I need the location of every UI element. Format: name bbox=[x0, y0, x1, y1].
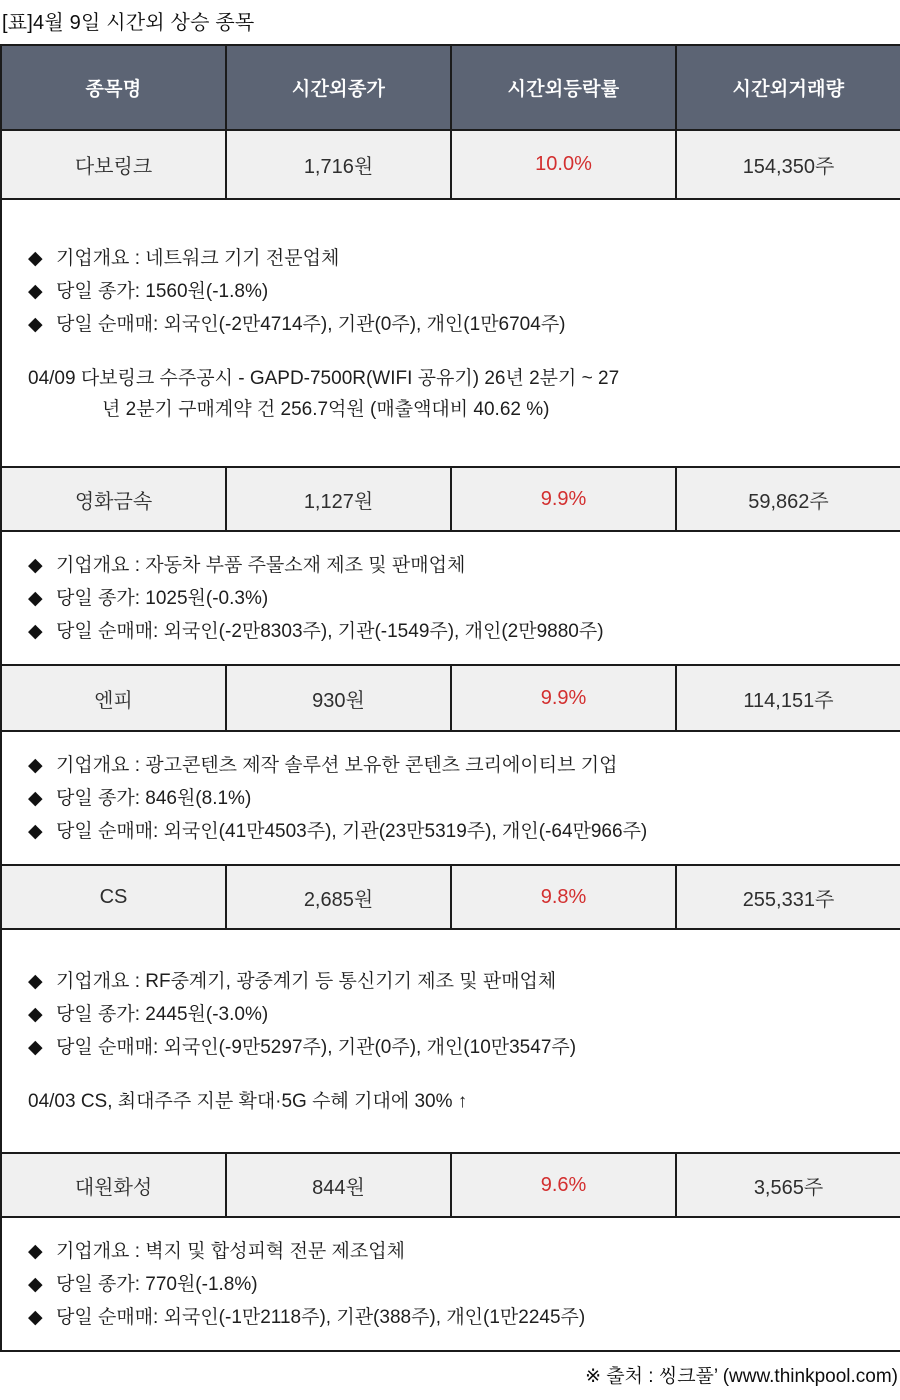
stock-price: 2,685원 bbox=[226, 865, 451, 929]
company-overview-line bbox=[28, 749, 886, 782]
stock-volume: 59,862주 bbox=[676, 467, 900, 531]
detail-text: 당일 순매매: 외국인(-2만8303주), 기관(-1549주), 개인(2만9880주) bbox=[56, 620, 604, 642]
detail-text: 당일 순매매: 외국인(-1만2118주), 기관(388주), 개인(1만2245주) bbox=[56, 1306, 586, 1328]
diamond-bullet-icon: ◆ bbox=[28, 1273, 43, 1295]
stock-detail-row bbox=[1, 731, 900, 865]
table-row bbox=[1, 1153, 900, 1217]
closing-price-line bbox=[28, 998, 886, 1031]
stock-name: 엔피 bbox=[1, 665, 226, 731]
net-trading-line bbox=[28, 1031, 886, 1064]
news-line: 04/09 다보링크 수주공시 - GAPD-7500R(WIFI 공유기) 26년 2분기 ~ 27 bbox=[28, 367, 620, 389]
diamond-bullet-icon: ◆ bbox=[28, 1240, 43, 1262]
column-header-stock-name: 종목명 bbox=[1, 45, 226, 130]
stock-price: 930원 bbox=[226, 665, 451, 731]
column-header-volume: 시간외거래량 bbox=[676, 45, 900, 130]
detail-text: 기업개요 : 광고콘텐츠 제작 솔루션 보유한 콘텐츠 크리에이티브 기업 bbox=[56, 754, 618, 776]
source-attribution: ※ 출처 : 씽크풀’ (www.thinkpool.com) bbox=[585, 1366, 898, 1387]
closing-price-line bbox=[28, 1268, 886, 1301]
stock-volume: 154,350주 bbox=[676, 130, 900, 199]
detail-text: 기업개요 : 벽지 및 합성피혁 전문 제조업체 bbox=[56, 1240, 405, 1262]
detail-text: 기업개요 : 자동차 부품 주물소재 제조 및 판매업체 bbox=[56, 554, 466, 576]
diamond-bullet-icon: ◆ bbox=[28, 1306, 43, 1328]
news-block bbox=[28, 1086, 886, 1117]
detail-text: 당일 종가: 2445원(-3.0%) bbox=[56, 1004, 269, 1025]
detail-text: 당일 순매매: 외국인(41만4503주), 기관(23만5319주), 개인(-64만966주) bbox=[56, 820, 648, 842]
net-trading-line bbox=[28, 308, 886, 341]
net-trading-line bbox=[28, 615, 886, 648]
diamond-bullet-icon: ◆ bbox=[28, 1037, 43, 1058]
table-row bbox=[1, 665, 900, 731]
stock-price: 1,716원 bbox=[226, 130, 451, 199]
table-header-row bbox=[1, 45, 900, 130]
stock-detail-row bbox=[1, 1217, 900, 1351]
diamond-bullet-icon: ◆ bbox=[28, 280, 43, 302]
stock-volume: 3,565주 bbox=[676, 1153, 900, 1217]
company-overview-line bbox=[28, 242, 886, 275]
table-row bbox=[1, 467, 900, 531]
stock-detail-cell bbox=[1, 929, 900, 1153]
diamond-bullet-icon: ◆ bbox=[28, 820, 43, 842]
stock-name: 대원화성 bbox=[1, 1153, 226, 1217]
diamond-bullet-icon: ◆ bbox=[28, 313, 43, 335]
detail-text: 기업개요 : 네트워크 기기 전문업체 bbox=[56, 247, 340, 269]
stock-detail-cell bbox=[1, 1217, 900, 1351]
stock-detail-cell bbox=[1, 199, 900, 467]
news-line: 년 2분기 구매계약 건 256.7억원 (매출액대비 40.62 %) bbox=[102, 398, 550, 420]
stock-change-rate: 9.6% bbox=[451, 1153, 676, 1217]
stock-price: 1,127원 bbox=[226, 467, 451, 531]
diamond-bullet-icon: ◆ bbox=[28, 787, 43, 809]
closing-price-line bbox=[28, 582, 886, 615]
diamond-bullet-icon: ◆ bbox=[28, 1004, 43, 1025]
stock-detail-cell bbox=[1, 731, 900, 865]
net-trading-line bbox=[28, 815, 886, 848]
table-row bbox=[1, 130, 900, 199]
stock-detail-row bbox=[1, 199, 900, 467]
detail-text: 당일 종가: 1560원(-1.8%) bbox=[56, 280, 269, 302]
closing-price-line bbox=[28, 782, 886, 815]
stock-name: 영화금속 bbox=[1, 467, 226, 531]
detail-text: 당일 종가: 770원(-1.8%) bbox=[56, 1273, 258, 1295]
stock-name: 다보링크 bbox=[1, 130, 226, 199]
stock-change-rate: 10.0% bbox=[451, 130, 676, 199]
diamond-bullet-icon: ◆ bbox=[28, 587, 43, 609]
net-trading-line bbox=[28, 1301, 886, 1334]
stock-detail-cell bbox=[1, 531, 900, 665]
company-overview-line bbox=[28, 965, 886, 998]
news-block bbox=[28, 363, 886, 425]
diamond-bullet-icon: ◆ bbox=[28, 754, 43, 776]
stock-price: 844원 bbox=[226, 1153, 451, 1217]
after-hours-stock-table bbox=[0, 44, 900, 1352]
stock-volume: 255,331주 bbox=[676, 865, 900, 929]
page-title: [표]4월 9일 시간외 상승 종목 bbox=[2, 12, 255, 34]
news-line: 04/03 CS, 최대주주 지분 확대·5G 수혜 기대에 30% ↑ bbox=[28, 1091, 468, 1112]
detail-text: 당일 순매매: 외국인(-2만4714주), 기관(0주), 개인(1만6704주) bbox=[56, 313, 566, 335]
stock-change-rate: 9.9% bbox=[451, 467, 676, 531]
detail-text: 당일 순매매: 외국인(-9만5297주), 기관(0주), 개인(10만3547주) bbox=[56, 1037, 577, 1058]
detail-text: 당일 종가: 846원(8.1%) bbox=[56, 787, 252, 809]
diamond-bullet-icon: ◆ bbox=[28, 971, 43, 992]
detail-text: 당일 종가: 1025원(-0.3%) bbox=[56, 587, 269, 609]
stock-detail-row bbox=[1, 531, 900, 665]
column-header-after-hours-price: 시간외종가 bbox=[226, 45, 451, 130]
closing-price-line bbox=[28, 275, 886, 308]
company-overview-line bbox=[28, 549, 886, 582]
stock-change-rate: 9.9% bbox=[451, 665, 676, 731]
column-header-change-rate: 시간외등락률 bbox=[451, 45, 676, 130]
diamond-bullet-icon: ◆ bbox=[28, 554, 43, 576]
diamond-bullet-icon: ◆ bbox=[28, 620, 43, 642]
stock-volume: 114,151주 bbox=[676, 665, 900, 731]
diamond-bullet-icon: ◆ bbox=[28, 247, 43, 269]
company-overview-line bbox=[28, 1235, 886, 1268]
detail-text: 기업개요 : RF중계기, 광중계기 등 통신기기 제조 및 판매업체 bbox=[56, 971, 557, 992]
table-row bbox=[1, 865, 900, 929]
stock-change-rate: 9.8% bbox=[451, 865, 676, 929]
stock-detail-row bbox=[1, 929, 900, 1153]
stock-name: CS bbox=[1, 865, 226, 929]
